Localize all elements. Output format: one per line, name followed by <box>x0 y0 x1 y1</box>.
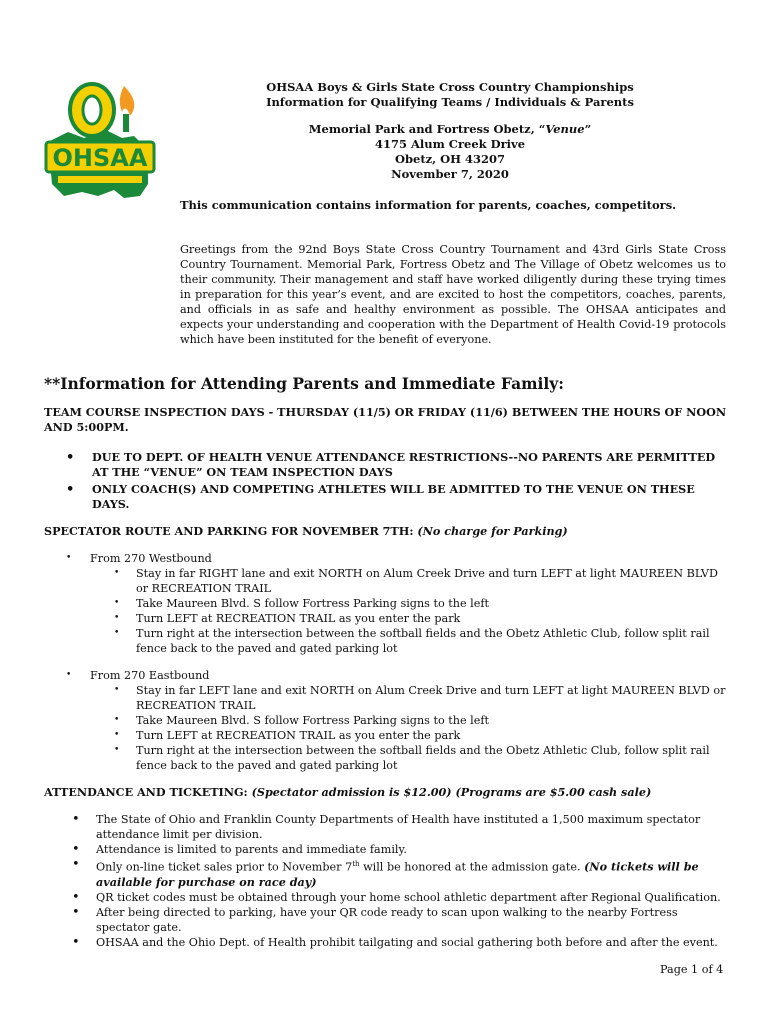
route-eastbound: • From 270 Eastbound • Stay in far LEFT lane and exit NORTH on Alum Creek Drive and turn LEFT at light MAUREEN BLVD or RECREATION TRAIL • Take Maureen Blvd. S follow Fortress Parking signs to the left • Turn LEFT at RECREATION TRAIL as you enter the park • Turn right at the intersection between the softball fields and the Obetz Athletic Club, follow split rail fence back to the paved and gated parking lot <box>44 668 728 773</box>
attendance-heading: ATTENDANCE AND TICKETING: (Spectator admission is $12.00) (Programs are $5.00 cash sale) <box>44 785 652 799</box>
venue-address: 4175 Alum Creek Drive <box>374 137 526 151</box>
event-date: November 7, 2020 <box>391 167 509 181</box>
list-item: • Turn LEFT at RECREATION TRAIL as you enter the park <box>44 728 728 743</box>
header-subtitle: Information for Qualifying Teams / Individuals & Parents <box>266 95 634 109</box>
spectator-heading: SPECTATOR ROUTE AND PARKING FOR NOVEMBER 7TH: (No charge for Parking) <box>44 524 568 538</box>
section-heading: **Information for Attending Parents and Immediate Family: <box>44 374 565 393</box>
document-header <box>180 80 720 182</box>
page-number: Page 1 of 4 <box>660 963 724 976</box>
document-body <box>44 405 728 950</box>
venue-line: Memorial Park and Fortress Obetz, “Venue” <box>308 122 592 136</box>
list-item: • Turn right at the intersection between the softball fields and the Obetz Athletic Club, follow split rail fence back to the paved and gated parking lot <box>44 626 728 656</box>
list-item: • Stay in far LEFT lane and exit NORTH on Alum Creek Drive and turn LEFT at light MAUREEN BLVD or RECREATION TRAIL <box>44 683 728 713</box>
list-item: • ONLY COACH(S) AND COMPETING ATHLETES WILL BE ADMITTED TO THE VENUE ON THESE DAYS. <box>44 482 728 512</box>
list-item: • Turn LEFT at RECREATION TRAIL as you enter the park <box>44 611 728 626</box>
list-item: • The State of Ohio and Franklin County Departments of Health have instituted a 1,500 maximum spectator attendance limit per division. <box>44 812 728 842</box>
list-item: • OHSAA and the Ohio Dept. of Health prohibit tailgating and social gathering both before and after the event. <box>44 935 728 950</box>
list-item: • Attendance is limited to parents and immediate family. <box>44 842 728 857</box>
route-list <box>44 551 728 773</box>
list-item: • Turn right at the intersection between the softball fields and the Obetz Athletic Club, follow split rail fence back to the paved and gated parking lot <box>44 743 728 773</box>
venue-city: Obetz, OH 43207 <box>394 152 506 166</box>
list-item: • After being directed to parking, have your QR code ready to scan upon walking to the nearby Fortress spectator gate. <box>44 905 728 935</box>
inspection-heading: TEAM COURSE INSPECTION DAYS - THURSDAY (11/5) OR FRIDAY (11/6) BETWEEN THE HOURS OF NOON AND 5:00PM. <box>44 405 727 434</box>
list-item-online-tickets: • Only on-line ticket sales prior to November 7th will be honored at the admission gate. (No tickets will be available for purchase on race day) <box>44 857 728 890</box>
ohsaa-logo <box>44 80 156 200</box>
list-item: • Take Maureen Blvd. S follow Fortress Parking signs to the left <box>44 713 728 728</box>
logo-text: OHSAA <box>52 144 148 172</box>
greeting-paragraph: Greetings from the 92nd Boys State Cross Country Tournament and 43rd Girls State Cross Country Tournament. Memorial Park, Fortress Obetz and The Village of Obetz welcomes us to their community. Their management and staff have worked diligently during these trying times in preparation for this year’s event, and are excited to host the competitors, coaches, parents, and officials in as safe and healthy environment as possible. The OHSAA anticipates and expects your understanding and cooperation with the Department of Health Covid-19 protocols which have been instituted for the benefit of everyone. <box>180 243 726 346</box>
route-westbound: • From 270 Westbound • Stay in far RIGHT lane and exit NORTH on Alum Creek Drive and turn LEFT at light MAUREEN BLVD or RECREATION TRAIL • Take Maureen Blvd. S follow Fortress Parking signs to the left • Turn LEFT at RECREATION TRAIL as you enter the park • Turn right at the intersection between the softball fields and the Obetz Athletic Club, follow split rail fence back to the paved and gated parking lot <box>44 551 728 656</box>
attendance-list <box>44 812 728 950</box>
inspection-list <box>44 450 728 512</box>
list-item: • DUE TO DEPT. OF HEALTH VENUE ATTENDANCE RESTRICTIONS--NO PARENTS ARE PERMITTED AT THE “VENUE” ON TEAM INSPECTION DAYS <box>44 450 728 480</box>
list-item: • QR ticket codes must be obtained through your home school athletic department after Regional Qualification. <box>44 890 728 905</box>
header-title: OHSAA Boys & Girls State Cross Country Championships <box>266 80 634 94</box>
intro-statement: This communication contains information for parents, coaches, competitors. <box>180 198 677 212</box>
list-item: • Stay in far RIGHT lane and exit NORTH on Alum Creek Drive and turn LEFT at light MAUREEN BLVD or RECREATION TRAIL <box>44 566 728 596</box>
list-item: • Take Maureen Blvd. S follow Fortress Parking signs to the left <box>44 596 728 611</box>
